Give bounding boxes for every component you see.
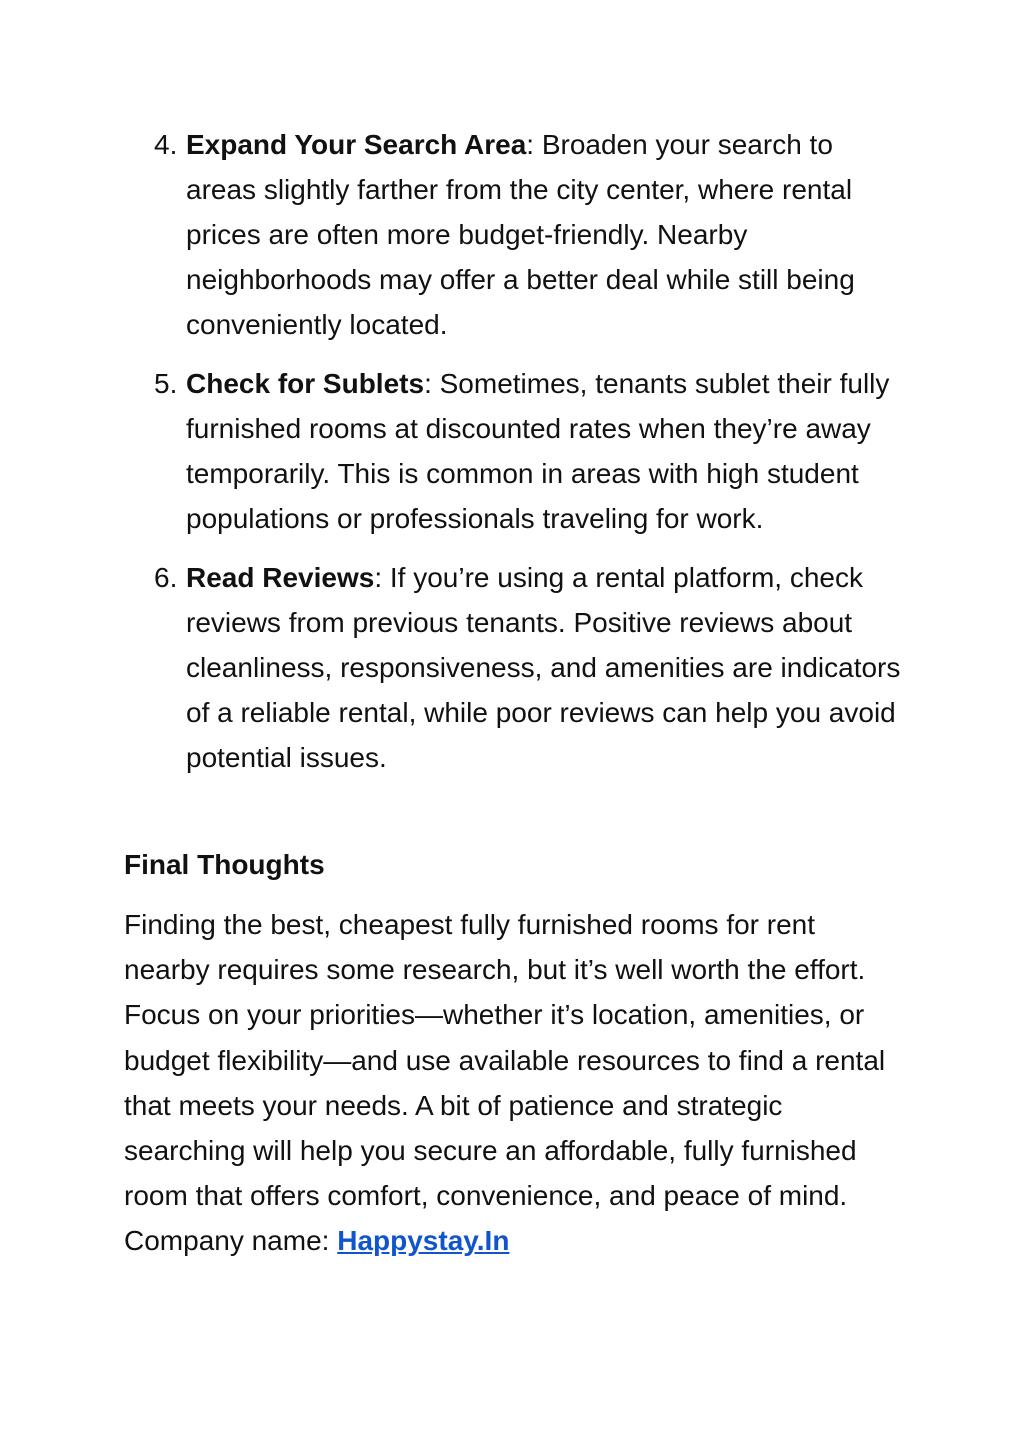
list-item-text: : Sometimes, tenants sublet their fully furnished rooms at discounted rates when they’re away temporarily. This is common in areas with high student populations or professionals traveling for work. [186,368,890,534]
final-thoughts-paragraph [124,902,904,1264]
list-number: 5. [154,368,178,399]
list-number: 6. [154,562,178,593]
list-item-title: Expand Your Search Area [186,129,527,160]
final-thoughts-text: Finding the best, cheapest fully furnished rooms for rent nearby requires some research, but it’s well worth the effort. Focus on your priorities—whether it’s location, amenities, or budget flexibility—and use available resources to find a rental that meets your needs. A bit of patience and strategic searching will help you secure an affordable, fully furnished room that offers comfort, convenience, and peace of mind. [124,909,886,1212]
list-item-read-reviews [124,555,904,780]
company-label: Company name: [124,1225,338,1257]
list-item-text: : Broaden your search to areas slightly farther from the city center, where rental prices are often more budget-friendly. Nearby neighborhoods may offer a better deal while still being conveniently located. [186,129,855,340]
list-item-title: Check for Sublets [186,368,425,399]
tips-list [124,122,904,794]
list-item-text: : If you’re using a rental platform, check reviews from previous tenants. Positive reviews about cleanliness, responsiveness, and amenities are indicators of a reliable rental, while poor reviews can help you avoid potential issues. [186,562,901,773]
list-number: 4. [154,129,178,160]
final-thoughts-heading: Final Thoughts [124,849,325,880]
list-item-title: Read Reviews [186,562,375,593]
list-item-expand-search [124,122,904,347]
company-link[interactable]: Happystay.In [337,1225,510,1257]
list-item-check-sublets [124,361,904,541]
company-line [124,1218,904,1263]
